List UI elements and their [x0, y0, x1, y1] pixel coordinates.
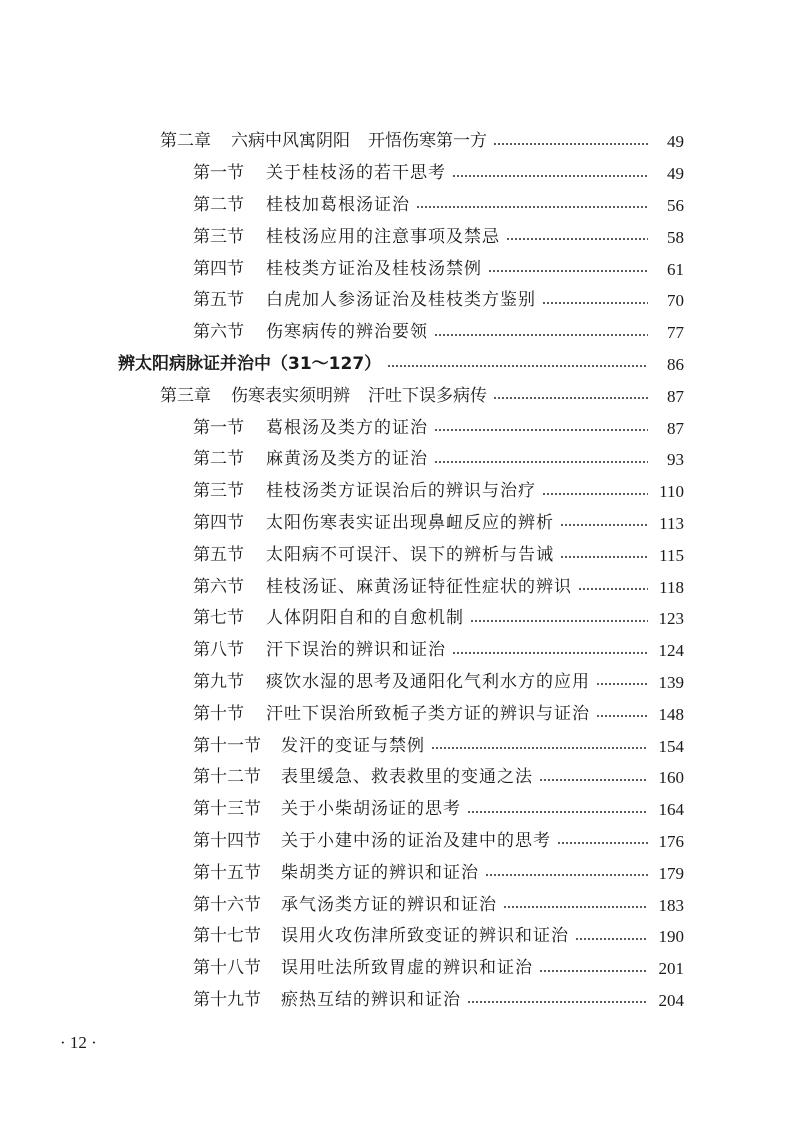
section-number: 第十二节 — [193, 767, 261, 788]
chapter-title-part2: 开悟伤寒第一方 — [368, 131, 487, 152]
page-ref: 58 — [667, 227, 684, 247]
dot-leader — [539, 970, 648, 972]
toc-section[interactable] — [0, 635, 684, 667]
toc-section[interactable] — [0, 730, 684, 762]
section-number: 第三节 — [193, 226, 244, 247]
dot-leader — [485, 874, 648, 876]
dot-leader — [506, 238, 648, 240]
dot-leader — [488, 270, 648, 272]
section-number: 第四节 — [193, 512, 244, 533]
section-title: 关于桂枝汤的若干思考 — [266, 163, 446, 184]
section-title: 发汗的变证与禁例 — [281, 735, 425, 756]
section-number: 第十九节 — [193, 989, 261, 1010]
chapter-title-part1: 六病中风寓阴阳 — [231, 131, 350, 152]
toc-entry-label — [160, 385, 487, 406]
section-title: 太阳伤寒表实证出现鼻衄反应的辨析 — [266, 512, 554, 533]
section-title: 桂枝汤类方证误治后的辨识与治疗 — [266, 481, 536, 502]
section-title: 痰饮水湿的思考及通阳化气利水方的应用 — [266, 671, 590, 692]
section-title: 关于小柴胡汤证的思考 — [281, 799, 461, 820]
toc-section[interactable] — [0, 508, 684, 540]
chapter-number: 第三章 — [160, 385, 211, 406]
section-number: 第二节 — [193, 194, 244, 215]
section-title: 汗吐下误治所致栀子类方证的辨识与证治 — [266, 703, 590, 724]
toc-section[interactable] — [0, 603, 684, 635]
section-title: 承气汤类方证的辨识和证治 — [281, 894, 497, 915]
section-number: 第一节 — [193, 163, 244, 184]
page-ref: 183 — [658, 895, 684, 915]
toc-section[interactable] — [0, 857, 684, 889]
section-number: 第十六节 — [193, 894, 261, 915]
section-title: 伤寒病传的辨治要领 — [266, 322, 428, 343]
dot-leader — [578, 588, 648, 590]
section-number: 第十七节 — [193, 926, 261, 947]
page-ref: 139 — [658, 672, 684, 692]
chapter-title-part2: 汗吐下误多病传 — [368, 385, 487, 406]
toc-section[interactable] — [0, 221, 684, 253]
section-number: 第十五节 — [193, 862, 261, 883]
section-number: 第一节 — [193, 417, 244, 438]
section-title: 麻黄汤及类方的证治 — [266, 449, 428, 470]
toc-section[interactable] — [0, 889, 684, 921]
section-number: 第九节 — [193, 671, 244, 692]
dot-leader — [431, 747, 648, 749]
page-ref: 93 — [667, 450, 684, 470]
toc-section[interactable] — [0, 158, 684, 190]
page-ref: 154 — [658, 736, 684, 756]
dot-leader — [470, 620, 648, 622]
toc-chapter-3[interactable] — [0, 380, 684, 412]
section-number: 第四节 — [193, 258, 244, 279]
page-ref: 148 — [658, 704, 684, 724]
toc-section[interactable] — [0, 698, 684, 730]
toc-section[interactable] — [0, 571, 684, 603]
dot-leader — [596, 715, 648, 717]
page-ref: 204 — [658, 990, 684, 1010]
toc-section[interactable] — [0, 794, 684, 826]
section-title: 汗下误治的辨识和证治 — [266, 640, 446, 661]
section-title: 误用吐法所致胃虚的辨识和证治 — [281, 958, 533, 979]
section-title: 桂枝类方证治及桂枝汤禁例 — [266, 258, 482, 279]
part-title: 辨太阳病脉证并治中 — [118, 353, 271, 374]
dot-leader — [557, 842, 648, 844]
toc-section[interactable] — [0, 921, 684, 953]
page-ref: 110 — [659, 482, 684, 502]
page-ref: 115 — [659, 545, 684, 565]
section-title: 白虎加人参汤证治及桂枝类方鉴别 — [266, 290, 536, 311]
section-title: 桂枝汤证、麻黄汤证特征性症状的辨识 — [266, 576, 572, 597]
footer-page-number: · 12 · — [60, 1033, 97, 1052]
page-ref: 176 — [658, 831, 684, 851]
section-title: 太阳病不可误汗、误下的辨析与告诫 — [266, 544, 554, 565]
dot-leader — [560, 556, 648, 558]
page-ref: 86 — [667, 354, 684, 374]
toc-chapter-2[interactable] — [0, 126, 684, 158]
page-ref: 201 — [658, 959, 684, 979]
dot-leader — [493, 143, 648, 145]
dot-leader — [434, 429, 648, 431]
toc-section[interactable] — [0, 953, 684, 985]
toc-entry-label — [118, 353, 382, 374]
section-title: 桂枝汤应用的注意事项及禁忌 — [266, 226, 500, 247]
section-title: 人体阴阳自和的自愈机制 — [266, 608, 464, 629]
page-ref: 49 — [667, 164, 684, 184]
part-range: （31～127） — [271, 353, 382, 374]
toc-section[interactable] — [0, 762, 684, 794]
dot-leader — [575, 938, 648, 940]
page-ref: 113 — [659, 513, 684, 533]
section-title: 误用火攻伤津所致变证的辨识和证治 — [281, 926, 569, 947]
page-ref: 164 — [658, 800, 684, 820]
section-number: 第二节 — [193, 449, 244, 470]
section-number: 第五节 — [193, 544, 244, 565]
dot-leader — [542, 302, 648, 304]
dot-leader — [416, 206, 648, 208]
toc-section[interactable] — [0, 190, 684, 222]
page-ref: 87 — [667, 418, 684, 438]
dot-leader — [387, 365, 648, 367]
dot-leader — [467, 1001, 648, 1003]
page-ref: 56 — [667, 195, 684, 215]
dot-leader — [434, 334, 648, 336]
toc-section[interactable] — [0, 667, 684, 699]
toc-section[interactable] — [0, 317, 684, 349]
dot-leader — [542, 493, 648, 495]
toc-section[interactable] — [0, 985, 684, 1017]
toc-section[interactable] — [0, 539, 684, 571]
dot-leader — [503, 906, 648, 908]
section-number: 第十节 — [193, 703, 244, 724]
chapter-title-part1: 伤寒表实须明辨 — [231, 385, 350, 406]
toc-part-heading[interactable] — [0, 349, 684, 381]
page-ref: 123 — [658, 609, 684, 629]
section-number: 第六节 — [193, 576, 244, 597]
page-ref: 87 — [667, 386, 684, 406]
section-number: 第十八节 — [193, 958, 261, 979]
dot-leader — [596, 683, 648, 685]
toc-section[interactable] — [0, 826, 684, 858]
page-ref: 179 — [658, 863, 684, 883]
toc-section[interactable] — [0, 412, 684, 444]
page-ref: 118 — [659, 577, 684, 597]
section-title: 桂枝加葛根汤证治 — [266, 194, 410, 215]
section-number: 第十一节 — [193, 735, 261, 756]
dot-leader — [560, 524, 648, 526]
dot-leader — [539, 779, 648, 781]
toc-section[interactable] — [0, 253, 684, 285]
page-ref: 49 — [667, 132, 684, 152]
section-number: 第六节 — [193, 322, 244, 343]
page-ref: 77 — [667, 323, 684, 343]
dot-leader — [452, 652, 648, 654]
section-number: 第三节 — [193, 481, 244, 502]
page-ref: 160 — [658, 768, 684, 788]
section-number: 第七节 — [193, 608, 244, 629]
section-title: 柴胡类方证的辨识和证治 — [281, 862, 479, 883]
dot-leader — [452, 175, 648, 177]
toc-section[interactable] — [0, 285, 684, 317]
page-ref: 61 — [667, 259, 684, 279]
page-ref: 70 — [667, 291, 684, 311]
section-title: 关于小建中汤的证治及建中的思考 — [281, 830, 551, 851]
dot-leader — [467, 811, 648, 813]
section-title: 瘀热互结的辨识和证治 — [281, 989, 461, 1010]
section-title: 葛根汤及类方的证治 — [266, 417, 428, 438]
dot-leader — [434, 461, 648, 463]
section-number: 第十三节 — [193, 799, 261, 820]
section-number: 第五节 — [193, 290, 244, 311]
toc-section[interactable] — [0, 444, 684, 476]
section-title: 表里缓急、救表救里的变通之法 — [281, 767, 533, 788]
toc-entry-label — [160, 133, 487, 150]
dot-leader — [493, 397, 648, 399]
section-number: 第八节 — [193, 640, 244, 661]
chapter-number: 第二章 — [160, 131, 211, 152]
page-ref: 190 — [658, 927, 684, 947]
table-of-contents — [0, 126, 804, 1016]
page-ref: 124 — [658, 641, 684, 661]
toc-section[interactable] — [0, 476, 684, 508]
section-number: 第十四节 — [193, 830, 261, 851]
